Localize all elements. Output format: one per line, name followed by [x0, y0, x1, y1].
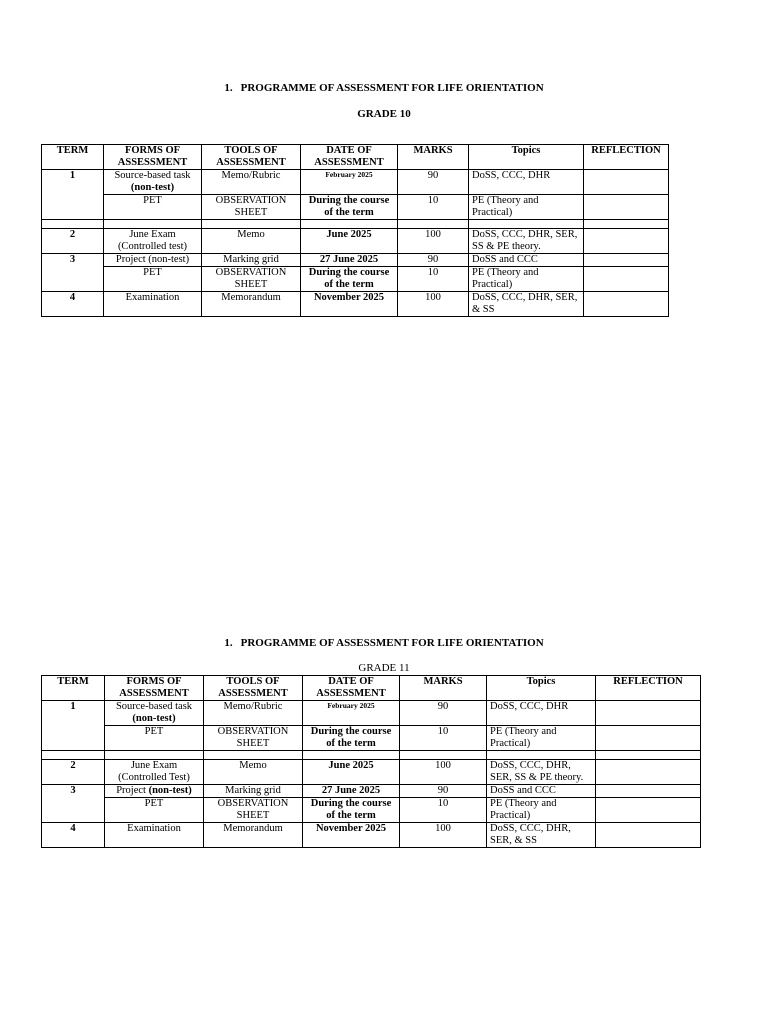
topics-cell: PE (Theory and Practical)	[469, 267, 584, 292]
tool-cell: Marking grid	[204, 785, 303, 798]
date-cell: February 2025	[301, 170, 398, 195]
date-cell: June 2025	[303, 760, 400, 785]
assessment-table-grade-10	[41, 144, 669, 317]
date-cell: June 2025	[301, 229, 398, 254]
section-title-text: PROGRAMME OF ASSESSMENT FOR LIFE ORIENTATION	[240, 637, 544, 649]
marks-cell: 10	[400, 798, 487, 823]
term-cell: 4	[42, 292, 104, 317]
form-cell: Source-based task (non-test)	[105, 701, 204, 726]
reflection-cell	[596, 701, 701, 726]
topics-cell: DoSS, CCC, DHR, SER, & SS	[469, 292, 584, 317]
reflection-cell	[596, 798, 701, 823]
reflection-cell	[596, 823, 701, 848]
date-cell: 27 June 2025	[303, 785, 400, 798]
topics-cell: DoSS, CCC, DHR	[469, 170, 584, 195]
header-reflection: REFLECTION	[596, 676, 701, 701]
marks-cell: 10	[398, 195, 469, 220]
date-cell: November 2025	[303, 823, 400, 848]
form-cell: Examination	[104, 292, 202, 317]
table-row	[42, 267, 669, 292]
topics-cell: PE (Theory and Practical)	[469, 195, 584, 220]
topics-cell: DoSS, CCC, DHR, SER, SS & PE theory.	[487, 760, 596, 785]
form-cell: PET	[104, 195, 202, 220]
term-cell: 1	[42, 701, 105, 751]
reflection-cell	[596, 760, 701, 785]
section-title	[0, 82, 768, 95]
marks-cell: 100	[398, 292, 469, 317]
grade-label: GRADE 10	[357, 108, 411, 120]
header-marks: MARKS	[400, 676, 487, 701]
header-date: DATE OF ASSESSMENT	[303, 676, 400, 701]
term-cell: 2	[42, 229, 104, 254]
header-term: TERM	[42, 145, 104, 170]
topics-cell: DoSS, CCC, DHR, SER, SS & PE theory.	[469, 229, 584, 254]
term-cell: 3	[42, 254, 104, 292]
table-row	[42, 823, 701, 848]
table-row	[42, 229, 669, 254]
date-cell: During the course of the term	[303, 726, 400, 751]
assessment-table-grade-11	[41, 675, 701, 848]
marks-cell: 10	[400, 726, 487, 751]
table-row	[42, 760, 701, 785]
date-cell: During the course of the term	[303, 798, 400, 823]
topics-cell: DoSS, CCC, DHR, SER, & SS	[487, 823, 596, 848]
table-header-row	[42, 676, 701, 701]
form-cell: Source-based task (non-test)	[104, 170, 202, 195]
header-topics: Topics	[487, 676, 596, 701]
reflection-cell	[596, 785, 701, 798]
section-number: 1.	[224, 82, 233, 94]
tool-cell: Memorandum	[202, 292, 301, 317]
reflection-cell	[584, 195, 669, 220]
date-cell: February 2025	[303, 701, 400, 726]
marks-cell: 100	[400, 823, 487, 848]
tool-cell: Marking grid	[202, 254, 301, 267]
header-reflection: REFLECTION	[584, 145, 669, 170]
marks-cell: 90	[400, 785, 487, 798]
section-title	[0, 637, 768, 650]
header-forms: FORMS OF ASSESSMENT	[104, 145, 202, 170]
topics-cell: PE (Theory and Practical)	[487, 798, 596, 823]
header-marks: MARKS	[398, 145, 469, 170]
form-cell: Project (non-test)	[104, 254, 202, 267]
table-row	[42, 701, 701, 726]
tool-cell: Memo	[204, 760, 303, 785]
marks-cell: 90	[398, 170, 469, 195]
table-row	[42, 292, 669, 317]
form-cell: June Exam (Controlled test)	[104, 229, 202, 254]
form-cell: June Exam (Controlled Test)	[105, 760, 204, 785]
form-cell: PET	[105, 726, 204, 751]
tool-cell: Memo/Rubric	[202, 170, 301, 195]
form-cell: Examination	[105, 823, 204, 848]
tool-cell: OBSERVATION SHEET	[204, 726, 303, 751]
tool-cell: OBSERVATION SHEET	[202, 267, 301, 292]
section-title-text: PROGRAMME OF ASSESSMENT FOR LIFE ORIENTATION	[240, 82, 544, 94]
date-cell: During the course of the term	[301, 267, 398, 292]
table-row	[42, 254, 669, 267]
spacer-row	[42, 220, 669, 229]
form-cell: PET	[105, 798, 204, 823]
date-cell: 27 June 2025	[301, 254, 398, 267]
topics-cell: DoSS, CCC, DHR	[487, 701, 596, 726]
reflection-cell	[584, 254, 669, 267]
header-term: TERM	[42, 676, 105, 701]
term-cell: 4	[42, 823, 105, 848]
section-number: 1.	[224, 637, 233, 649]
reflection-cell	[584, 292, 669, 317]
tool-cell: Memorandum	[204, 823, 303, 848]
topics-cell: PE (Theory and Practical)	[487, 726, 596, 751]
form-cell: PET	[104, 267, 202, 292]
topics-cell: DoSS and CCC	[469, 254, 584, 267]
spacer-row	[42, 751, 701, 760]
table-row	[42, 170, 669, 195]
reflection-cell	[584, 229, 669, 254]
reflection-cell	[584, 267, 669, 292]
marks-cell: 90	[398, 254, 469, 267]
header-topics: Topics	[469, 145, 584, 170]
table-row	[42, 798, 701, 823]
term-cell: 1	[42, 170, 104, 220]
tool-cell: Memo/Rubric	[204, 701, 303, 726]
marks-cell: 100	[400, 760, 487, 785]
term-cell: 2	[42, 760, 105, 785]
tool-cell: Memo	[202, 229, 301, 254]
header-tools: TOOLS OF ASSESSMENT	[204, 676, 303, 701]
form-note: (non-test)	[130, 182, 175, 193]
table-header-row	[42, 145, 669, 170]
form-note: (non-test)	[132, 713, 176, 724]
header-tools: TOOLS OF ASSESSMENT	[202, 145, 301, 170]
tool-cell: OBSERVATION SHEET	[202, 195, 301, 220]
header-date: DATE OF ASSESSMENT	[301, 145, 398, 170]
form-cell: Project (non-test)	[105, 785, 204, 798]
table-row	[42, 726, 701, 751]
date-cell: November 2025	[301, 292, 398, 317]
date-cell: During the course of the term	[301, 195, 398, 220]
marks-cell: 100	[398, 229, 469, 254]
table-row	[42, 785, 701, 798]
marks-cell: 90	[400, 701, 487, 726]
form-note: (non-test)	[148, 785, 192, 796]
header-forms: FORMS OF ASSESSMENT	[105, 676, 204, 701]
reflection-cell	[596, 726, 701, 751]
grade-label: GRADE 11	[358, 662, 410, 674]
marks-cell: 10	[398, 267, 469, 292]
tool-cell: OBSERVATION SHEET	[204, 798, 303, 823]
table-row	[42, 195, 669, 220]
reflection-cell	[584, 170, 669, 195]
topics-cell: DoSS and CCC	[487, 785, 596, 798]
term-cell: 3	[42, 785, 105, 823]
